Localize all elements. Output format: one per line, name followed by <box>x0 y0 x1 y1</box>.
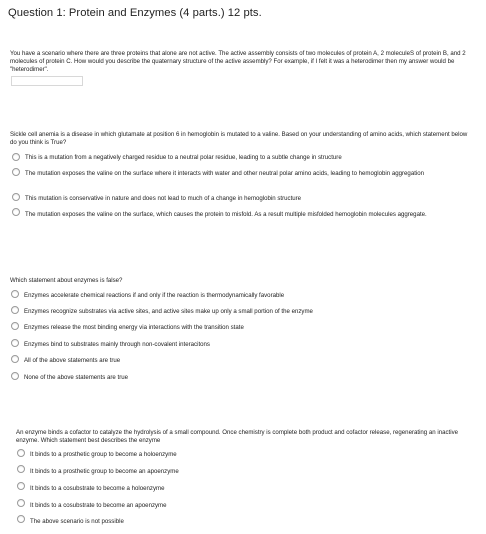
option-label: Enzymes bind to substrates mainly through non-covalent interacitons <box>24 341 210 348</box>
radio-button[interactable] <box>11 290 19 298</box>
option-label: Enzymes release the most binding energy via interactions with the transition state <box>24 324 244 331</box>
question-3-prompt: Which statement about enzymes is false? <box>10 277 123 284</box>
option-label: Enzymes recognize substrates via active sites, and active sites make up only a small portion of the enzyme <box>24 308 313 315</box>
radio-button[interactable] <box>12 168 20 176</box>
answer-text-field[interactable] <box>11 76 83 86</box>
radio-button[interactable] <box>17 482 25 490</box>
option-label: The mutation exposes the valine on the surface, which causes the protein to misfold. As a result multiple misfolded hemoglobin molecules aggregate. <box>25 211 427 218</box>
option-label: It binds to a prosthetic group to become an apoenzyme <box>30 468 179 475</box>
option-label: This mutation is conservative in nature and does not lead to much of a change in hemoglobin structure <box>25 195 302 202</box>
option-label: The above scenario is not possible <box>30 518 124 525</box>
radio-button[interactable] <box>11 372 19 380</box>
option-label: It binds to a cosubstrate to become an apoenzyme <box>30 502 167 509</box>
option-label: It binds to a cosubstrate to become a holoenzyme <box>30 485 165 492</box>
radio-button[interactable] <box>12 208 20 216</box>
option-label: The mutation exposes the valine on the surface where it interacts with water and other neutral polar amino acids, leading to hemoglobin aggregation <box>25 170 425 177</box>
radio-button[interactable] <box>17 465 25 473</box>
question-4-prompt: An enzyme binds a cofactor to catalyze the hydrolysis of a small compound. Once chemistry is complete both product and cofactor release, regenerating an inactive enzyme. Which statement best describes the enzyme <box>16 429 459 444</box>
option-label: It binds to a prosthetic group to become a holoenzyme <box>30 451 177 458</box>
radio-button[interactable] <box>11 306 19 314</box>
radio-button[interactable] <box>12 153 20 161</box>
radio-button[interactable] <box>12 193 20 201</box>
radio-button[interactable] <box>17 499 25 507</box>
option-label: Enzymes accelerate chemical reactions if and only if the reaction is thermodynamically favorable <box>24 292 285 299</box>
option-label: This is a mutation from a negatively charged residue to a neutral polar residue, leading to a subtle change in structure <box>25 154 342 161</box>
radio-button[interactable] <box>17 515 25 523</box>
radio-button[interactable] <box>11 322 19 330</box>
radio-button[interactable] <box>11 339 19 347</box>
page-title: Question 1: Protein and Enzymes (4 parts.) 12 pts. <box>8 7 262 19</box>
radio-button[interactable] <box>11 355 19 363</box>
option-label: All of the above statements are true <box>24 357 121 364</box>
question-1-prompt: You have a scenario where there are three proteins that alone are not active. The active assembly consists of two molecules of protein A, 2 moleculeS of protein B, and 2 molecules of protein C. How would you describe the quaternary structure of the active assembly? For example, if I felt it was a heterodimer then my answer would be "heterodimer". <box>10 50 466 73</box>
question-2-prompt: Sickle cell anemia is a disease in which glutamate at position 6 in hemoglobin is mutated to a valine. Based on your understanding of amino acids, which statement below do you think is True? <box>10 131 468 146</box>
radio-button[interactable] <box>17 449 25 457</box>
option-label: None of the above statements are true <box>24 374 128 381</box>
